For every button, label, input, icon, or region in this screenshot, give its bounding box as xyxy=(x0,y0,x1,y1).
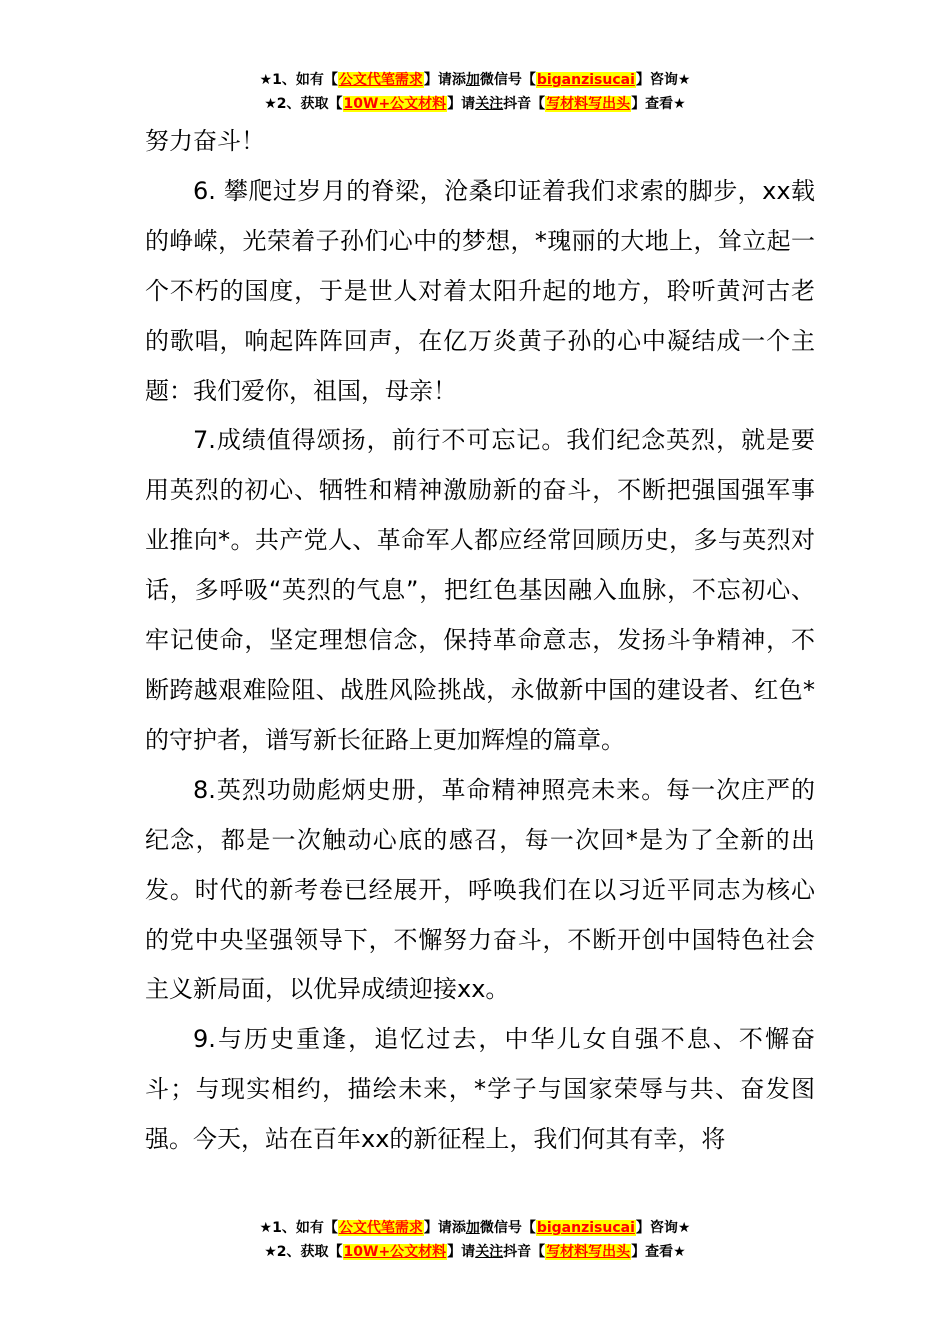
footer-banner xyxy=(0,1216,950,1264)
banner-douyin-account: 写材料写出头 xyxy=(546,96,631,112)
banner-underlined-text: 关注 xyxy=(475,96,504,112)
banner-text: 】请 xyxy=(447,1244,476,1260)
banner-text: 】请添 xyxy=(423,72,466,88)
banner-douyin-account: 写材料写出头 xyxy=(546,1244,631,1260)
banner-text: 抖音【 xyxy=(503,96,546,112)
banner-text: 微信号【 xyxy=(479,72,536,88)
banner-underlined-text: 加 xyxy=(465,72,480,88)
banner-text: 】请 xyxy=(447,96,476,112)
banner-underlined-text: 加 xyxy=(465,1220,480,1236)
banner-text: 】咨询★ xyxy=(635,72,691,88)
banner-underlined-text: 关注 xyxy=(475,1244,504,1260)
paragraph-continued: 努力奋斗！ xyxy=(145,127,265,155)
header-banner xyxy=(0,68,950,116)
banner-text: ★2、获取【 xyxy=(264,96,343,112)
banner-text: 】请添 xyxy=(423,1220,466,1236)
banner-wechat-id: biganzisucai xyxy=(536,72,635,88)
paragraph-9: 9.与历史重逢，追忆过去，中华儿女自强不息、不懈奋斗；与现实相约，描绘未来，*学子与国家荣辱与共、奋发图强。今天，站在百年xx的新征程上，我们何其有幸，将 xyxy=(145,1025,815,1154)
banner-text: 】查看★ xyxy=(631,1244,686,1260)
banner-text: 】查看★ xyxy=(631,96,686,112)
banner-highlight: 公文代笔需求 xyxy=(338,1220,423,1236)
paragraph-8: 8.英烈功勋彪炳史册，革命精神照亮未来。每一次庄严的纪念，都是一次触动心底的感召，每一次回*是为了全新的出发。时代的新考卷已经展开，呼唤我们在以习近平同志为核心的党中央坚强领导下，不懈努力奋斗，不断开创中国特色社会主义新局面，以优异成绩迎接xx。 xyxy=(145,775,815,1004)
banner-wechat-id: biganzisucai xyxy=(536,1220,635,1236)
paragraph-7: 7.成绩值得颂扬，前行不可忘记。我们纪念英烈，就是要用英烈的初心、牺牲和精神激励新的奋斗，不断把强国强军事业推向*。共产党人、革命军人都应经常回顾历史，多与英烈对话，多呼吸“英烈的气息”，把红色基因融入血脉，不忘初心、牢记使命，坚定理想信念，保持革命意志，发扬斗争精神，不断跨越艰难险阻、战胜风险挑战，永做新中国的建设者、红色*的守护者，谱写新长征路上更加辉煌的篇章。 xyxy=(145,426,815,754)
banner-text: 】咨询★ xyxy=(635,1220,691,1236)
document-body xyxy=(145,117,815,1165)
banner-text: ★1、如有【 xyxy=(259,1220,338,1236)
banner-line-2 xyxy=(0,1240,950,1264)
banner-text: ★1、如有【 xyxy=(259,72,338,88)
paragraph-6: 6. 攀爬过岁月的脊梁，沧桑印证着我们求索的脚步，xx载的峥嵘，光荣着子孙们心中的梦想，*瑰丽的大地上，耸立起一个不朽的国度，于是世人对着太阳升起的地方，聆听黄河古老的歌唱，响起阵阵回声，在亿万炎黄子孙的心中凝结成一个主题：我们爱你，祖国，母亲！ xyxy=(145,176,815,405)
banner-highlight: 10W+公文材料 xyxy=(343,1244,447,1260)
banner-text: 微信号【 xyxy=(479,1220,536,1236)
banner-line-1 xyxy=(0,68,950,92)
banner-highlight: 10W+公文材料 xyxy=(343,96,447,112)
banner-highlight: 公文代笔需求 xyxy=(338,72,423,88)
banner-line-2 xyxy=(0,92,950,116)
banner-line-1 xyxy=(0,1216,950,1240)
banner-text: 抖音【 xyxy=(503,1244,546,1260)
banner-text: ★2、获取【 xyxy=(264,1244,343,1260)
